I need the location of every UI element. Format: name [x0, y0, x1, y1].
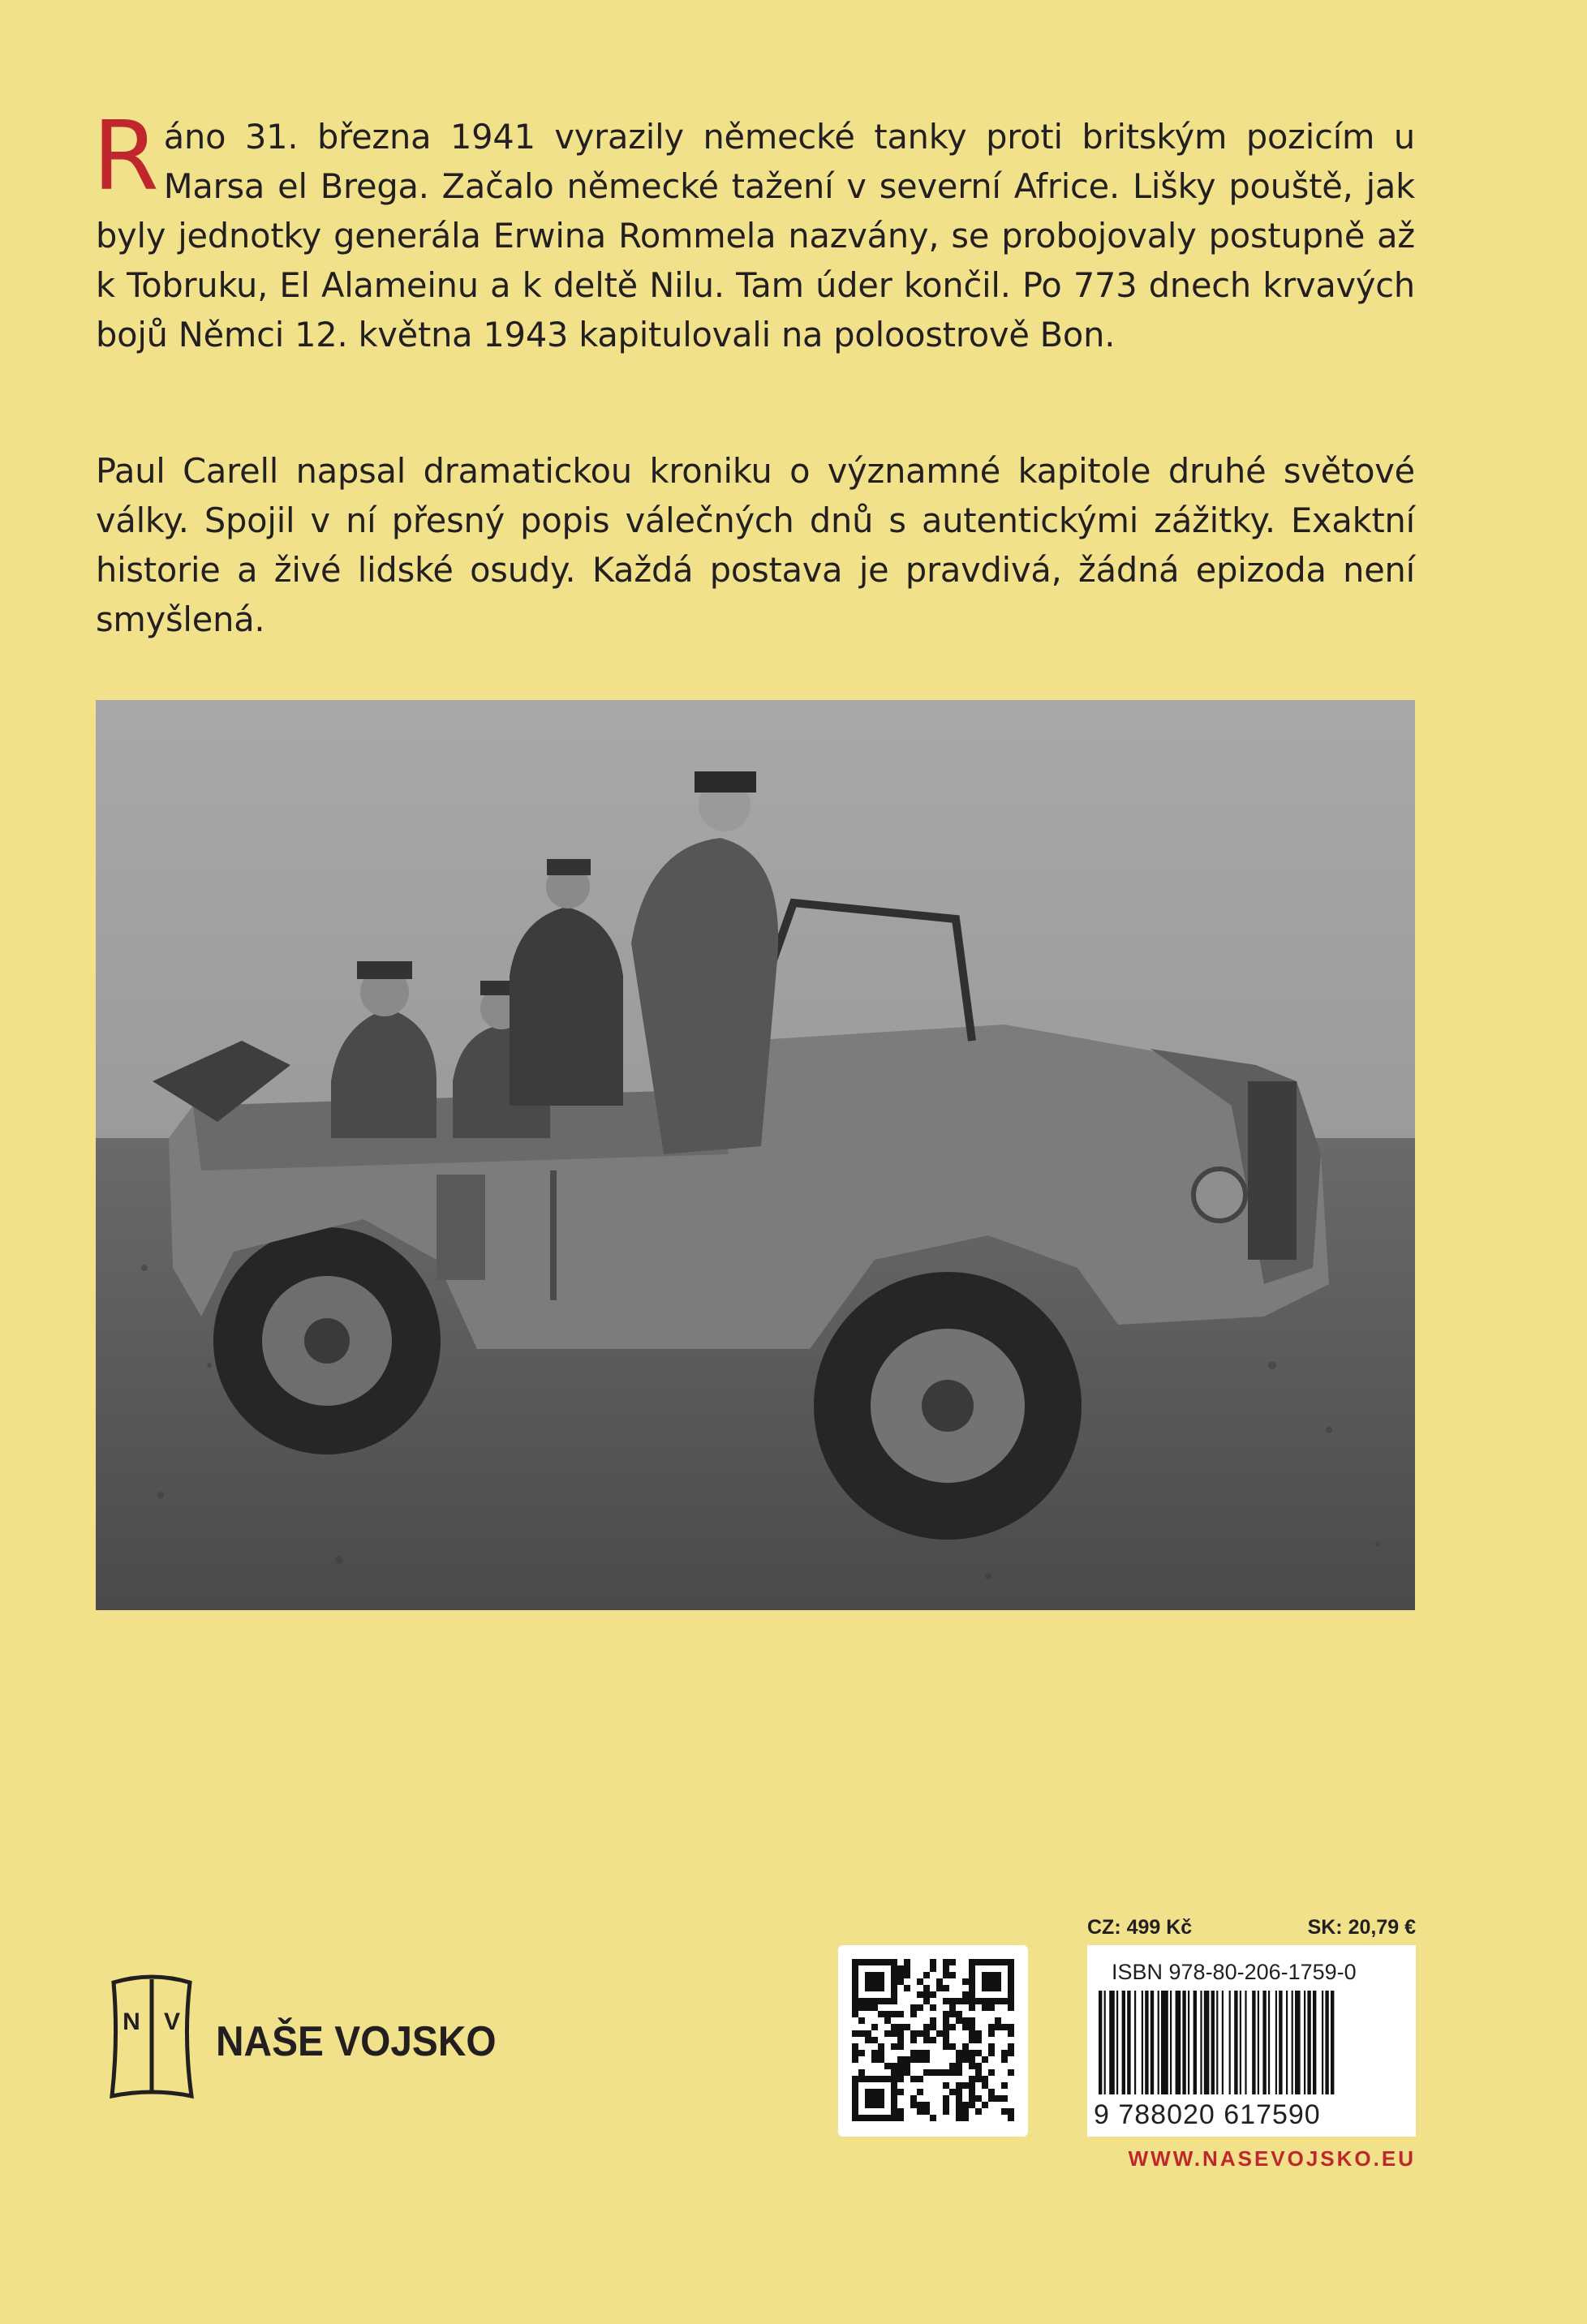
publisher-name: NAŠE VOJSKO — [216, 2018, 497, 2065]
drop-cap: R — [92, 100, 159, 212]
barcode-bars — [1095, 1991, 1404, 2104]
publisher-logo — [99, 1973, 521, 2103]
barcode — [1087, 1945, 1416, 2137]
ean-digits: 9 788020 617590 — [1094, 2099, 1321, 2130]
paragraph-1-text: áno 31. března 1941 vyrazily německé tanky proti britským pozicím u Marsa el Brega. Začalo německé tažení v severní Africe. Lišky pouště, jak byly jednotky generála Erwina Rommela nazvány, se probojovaly postupně až k Tobruku, El Alameinu a k deltě Nilu. Tam úder končil. Po 773 dnech krvavých bojů Němci 12. května 1943 kapitulovali na poloostrově Bon. — [96, 117, 1415, 354]
description-paragraph-2: Paul Carell napsal dramatickou kroniku o významné kapitole druhé světové války. Spojil v ní přesný popis válečných dnů s autentickými zážitky. Exaktní historie a živé lidské osudy. Každá postava je pravdivá, žádná epizoda není smyšlená. — [96, 451, 1415, 639]
svg-text:V: V — [163, 2008, 181, 2035]
website-link[interactable]: WWW.NASEVOJSKO.EU — [1128, 2146, 1416, 2171]
qr-code[interactable] — [838, 1945, 1028, 2137]
publisher-logo-emblem-icon — [99, 1973, 204, 2103]
description-paragraph-1 — [92, 100, 1415, 359]
isbn-label: ISBN 978-80-206-1759-0 — [1112, 1960, 1357, 1984]
svg-text:N: N — [123, 2008, 140, 2035]
price-sk: SK: 20,79 € — [1307, 1916, 1416, 1939]
cover-photo-jeep — [96, 700, 1415, 1610]
price-cz: CZ: 499 Kč — [1087, 1916, 1193, 1939]
price-row — [1087, 1916, 1416, 1944]
